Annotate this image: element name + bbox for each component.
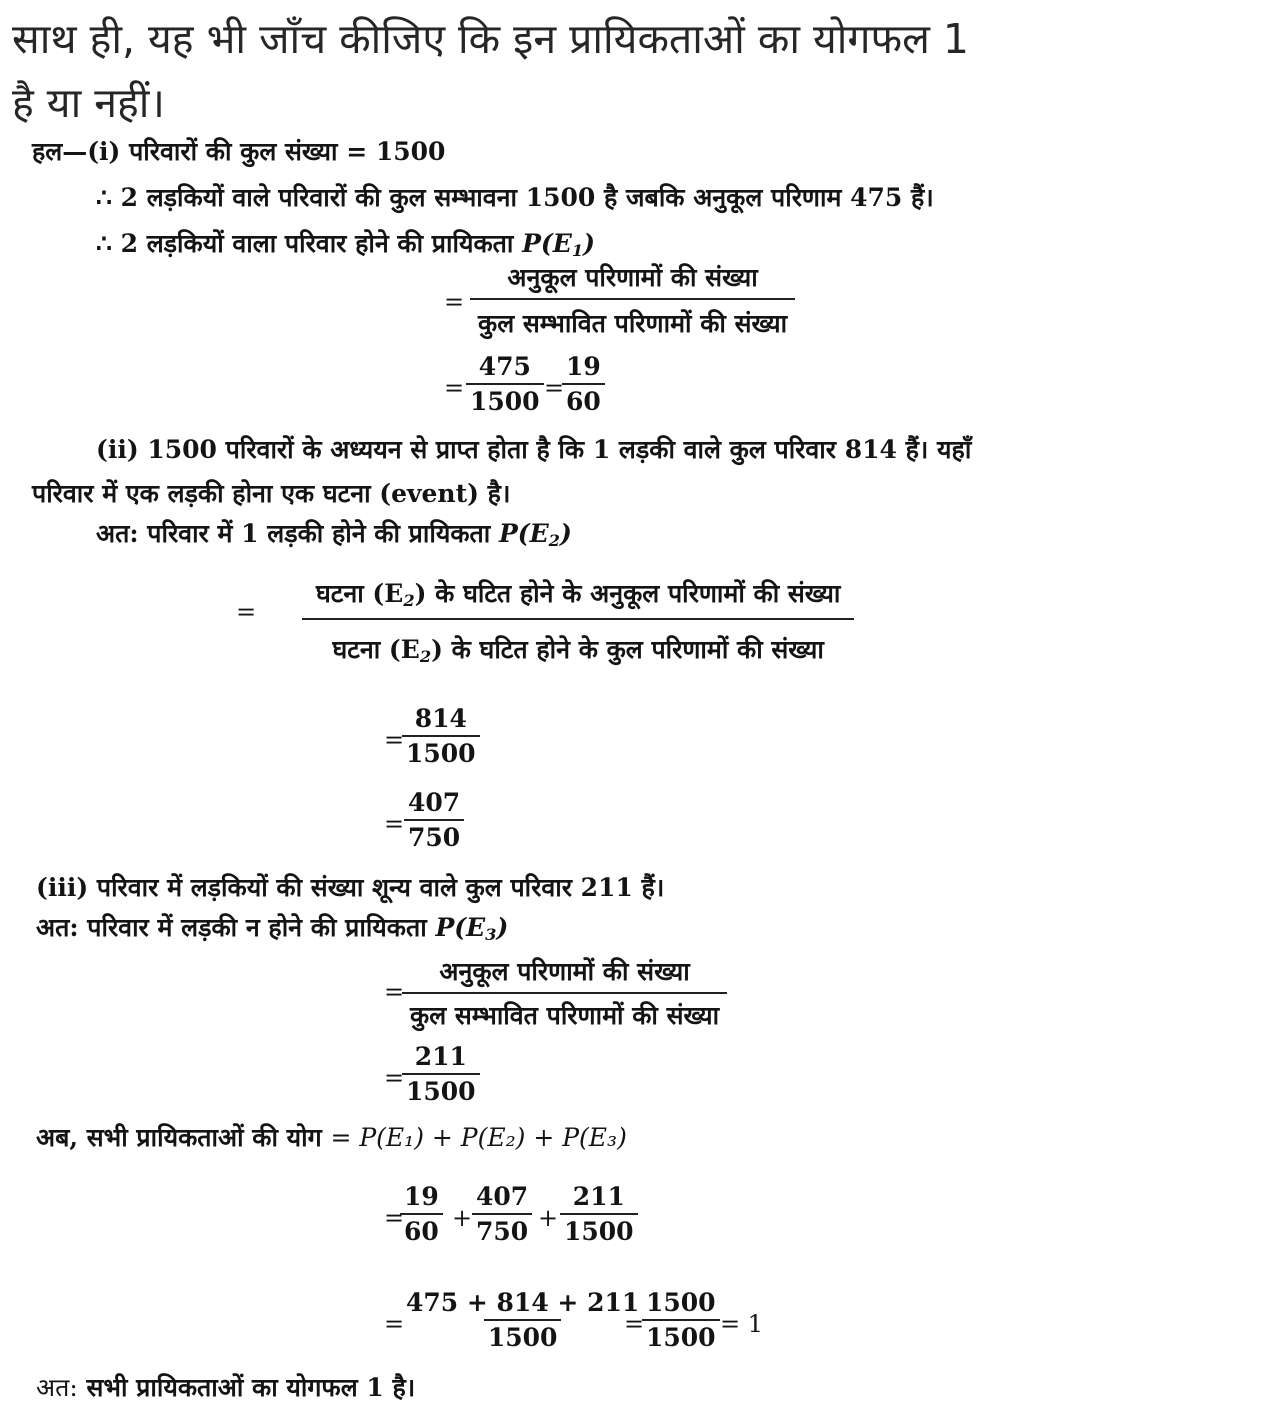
part1-statement-line (32, 134, 445, 168)
sum-fraction-3-numerator: 211 (572, 1182, 625, 1211)
sum-total-fraction (402, 1288, 643, 1352)
part3-prob: $P(E_3)$ (435, 913, 509, 945)
part1-therefore-2-line (96, 226, 595, 260)
part2-statement-2: परिवार में एक लड़की होना एक घटना (event) है। (32, 479, 511, 508)
sum-result-denominator: 1500 (642, 1319, 720, 1352)
part2-value-fraction (402, 704, 480, 768)
part2-formula-denominator: घटना $(E_2)$ के घटित होने के कुल परिणामों की संख्या (302, 618, 853, 666)
part1-result-fraction (562, 352, 605, 416)
equals-sign: = (384, 1064, 405, 1092)
equals-sign: = (444, 374, 465, 402)
sum-fraction-1-numerator: 19 (404, 1182, 439, 1211)
part2-value-denominator: 1500 (402, 735, 480, 768)
equals-sign: = (384, 1310, 405, 1338)
sum-line (36, 1120, 627, 1154)
equals-sign: = (236, 598, 257, 626)
part1-formula-numerator: अनुकूल परिणामों की संख्या (507, 263, 758, 292)
sum-fraction-2 (472, 1182, 532, 1246)
part3-value-fraction (402, 1042, 480, 1106)
part1-prob: $P(E_1)$ (522, 229, 595, 261)
sum-total-denominator: 1500 (484, 1319, 562, 1352)
sum-final-result: = 1 (720, 1310, 764, 1338)
part2-result-fraction (404, 788, 464, 852)
part1-statement: परिवारों की कुल संख्या = 1500 (129, 137, 446, 166)
part2-therefore-line (96, 516, 572, 550)
equals-sign: = (384, 726, 405, 754)
part1-value-numerator: 475 (478, 352, 531, 381)
part2-result-numerator: 407 (408, 788, 461, 817)
sum-result-fraction (642, 1288, 720, 1352)
part1-therefore-2: ∴ 2 लड़कियों वाला परिवार होने की प्रायिकता (96, 229, 514, 258)
equals-sign: = (384, 810, 405, 838)
part1-value-denominator: 1500 (466, 383, 544, 416)
sum-label: अब, सभी प्रायिकताओं की योग (36, 1123, 322, 1152)
sum-fraction-2-denominator: 750 (472, 1213, 532, 1246)
sum-fraction-1-denominator: 60 (400, 1213, 443, 1246)
part2-statement: 1500 परिवारों के अध्ययन से प्राप्त होता है कि 1 लड़की वाले कुल परिवार 814 हैं। यहाँ (147, 435, 972, 464)
part1-label: हल—(i) (32, 137, 121, 166)
sum-total-numerator: 475 + 814 + 211 (406, 1288, 640, 1317)
sum-fraction-3 (560, 1182, 638, 1246)
part1-value-fraction (466, 352, 544, 416)
part1-therefore-1: ∴ 2 लड़कियों वाले परिवारों की कुल सम्भावना 1500 है जबकि अनुकूल परिणाम 475 हैं। (96, 183, 934, 212)
part3-statement: परिवार में लड़कियों की संख्या शून्य वाले कुल परिवार 211 हैं। (96, 873, 665, 902)
part2-formula-fraction (286, 576, 870, 666)
part3-formula-fraction (402, 954, 727, 1032)
part3-therefore: अत: परिवार में लड़की न होने की प्रायिकता (36, 913, 427, 942)
intro-line-1: साथ ही, यह भी जाँच कीजिए कि इन प्रायिकताओं का योगफल 1 (12, 15, 970, 63)
plus-sign: + (452, 1204, 473, 1232)
part1-result-numerator: 19 (566, 352, 601, 381)
part1-result-denominator: 60 (562, 383, 605, 416)
plus-sign: + (538, 1204, 559, 1232)
conclusion-text: सभी प्रायिकताओं का योगफल 1 है। (86, 1373, 416, 1402)
part2-therefore: अत: परिवार में 1 लड़की होने की प्रायिकता (96, 519, 491, 548)
part2-prob: $P(E_2)$ (498, 519, 572, 551)
sum-fraction-2-numerator: 407 (476, 1182, 529, 1211)
part2-label: (ii) (96, 435, 139, 464)
part2-result-denominator: 750 (404, 819, 464, 852)
part3-statement-line (36, 870, 664, 904)
part2-statement-line (96, 432, 971, 466)
part1-formula-denominator: कुल सम्भावित परिणामों की संख्या (470, 298, 795, 340)
sum-result-numerator: 1500 (646, 1288, 716, 1317)
part3-formula-denominator: कुल सम्भावित परिणामों की संख्या (402, 992, 727, 1032)
part3-value-denominator: 1500 (402, 1073, 480, 1106)
part2-formula-numerator: घटना $(E_2)$ के घटित होने के अनुकूल परिणामों की संख्या (316, 579, 841, 611)
intro-line-2: है या नहीं। (12, 79, 165, 127)
part3-value-numerator: 211 (414, 1042, 467, 1071)
equals-sign: = (444, 288, 465, 316)
sum-expression: = P(E₁) + P(E₂) + P(E₃) (330, 1123, 627, 1152)
part1-formula-fraction (470, 260, 795, 340)
part2-value-numerator: 814 (414, 704, 467, 733)
conclusion-prefix: अत: (36, 1373, 78, 1402)
equals-sign: = (544, 374, 565, 402)
sum-fraction-3-denominator: 1500 (560, 1213, 638, 1246)
conclusion-line (36, 1370, 415, 1404)
part3-label: (iii) (36, 873, 89, 902)
equals-sign: = (384, 978, 405, 1006)
part3-formula-numerator: अनुकूल परिणामों की संख्या (439, 957, 690, 986)
sum-fraction-1 (400, 1182, 443, 1246)
part3-therefore-line (36, 910, 508, 944)
equals-sign: = (384, 1204, 405, 1232)
equals-sign: = (624, 1310, 645, 1338)
